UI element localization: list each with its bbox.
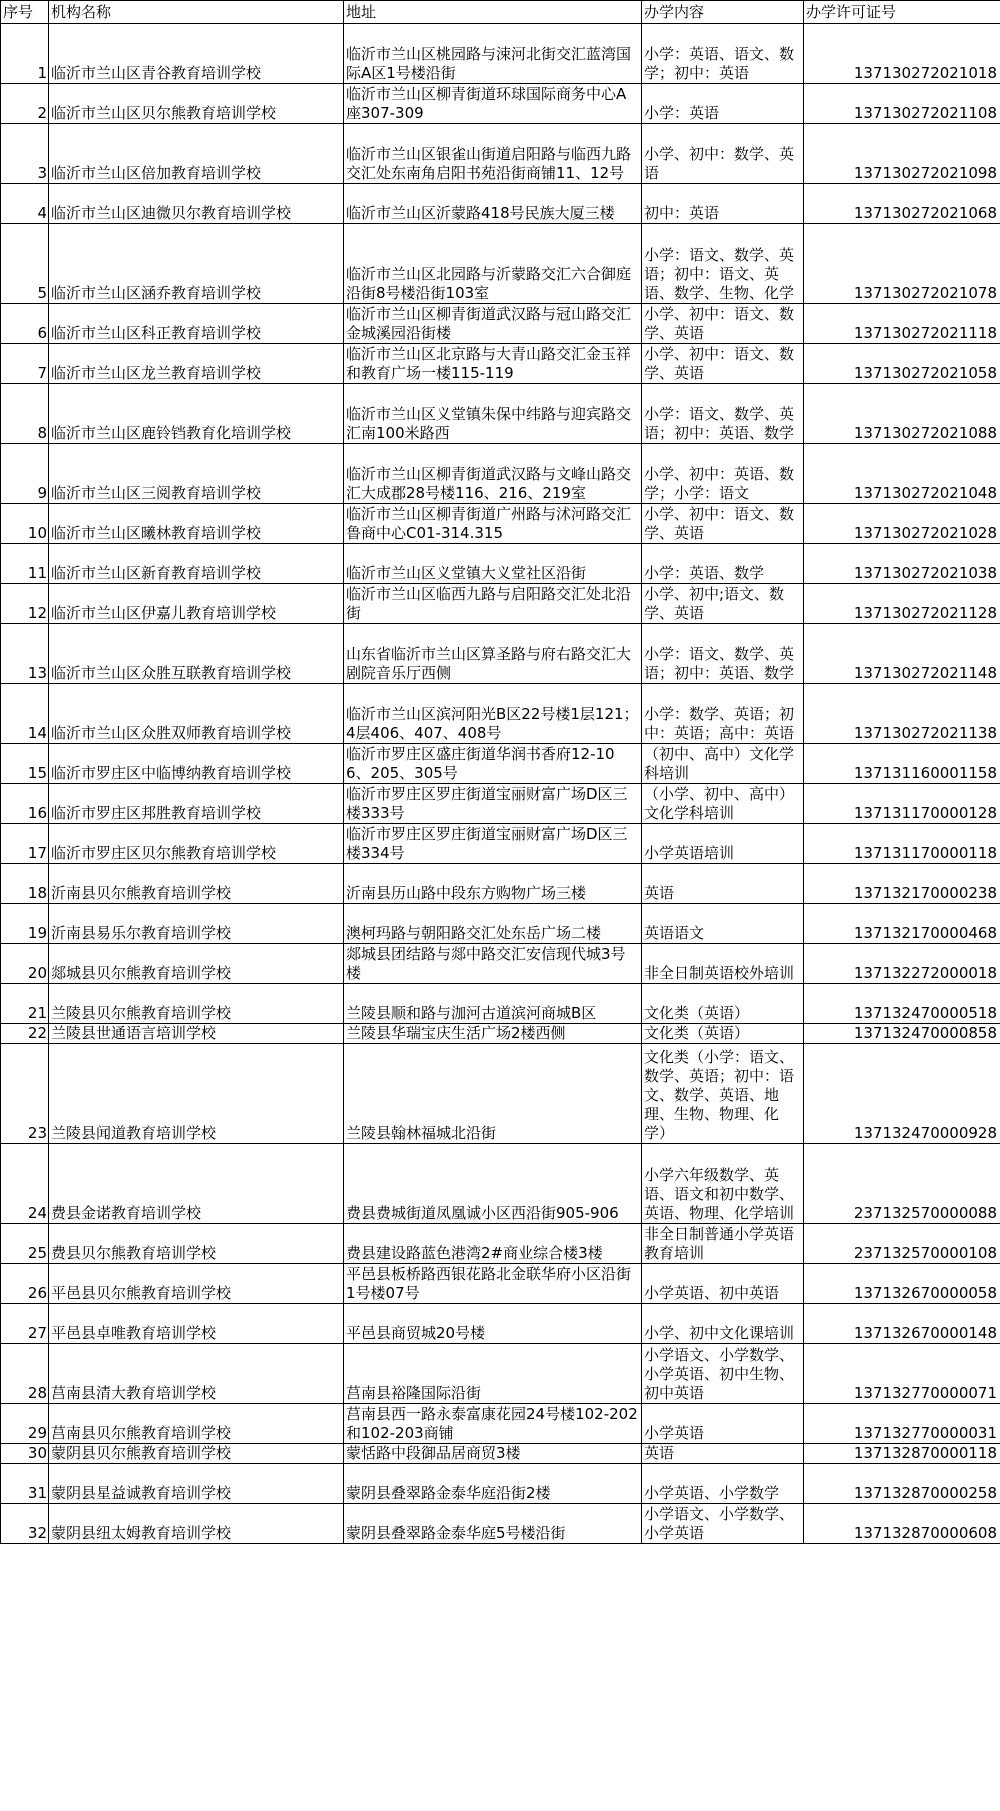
cell-no: 18 (1, 864, 49, 904)
cell-address: 临沂市兰山区北京路与大青山路交汇金玉祥和教育广场一楼115-119 (344, 344, 642, 384)
header-no: 序号 (1, 1, 49, 24)
table-row (1, 344, 1000, 384)
cell-license: 137132670000148 (804, 1304, 1000, 1344)
cell-no: 25 (1, 1224, 49, 1264)
cell-address: 沂南县历山路中段东方购物广场三楼 (344, 864, 642, 904)
cell-address: 临沂市兰山区临西九路与启阳路交汇处北沿街 (344, 584, 642, 624)
cell-no: 21 (1, 984, 49, 1024)
cell-license: 137130272021058 (804, 344, 1000, 384)
cell-no: 31 (1, 1464, 49, 1504)
cell-content: 英语 (642, 864, 804, 904)
table-row (1, 24, 1000, 84)
cell-no: 11 (1, 544, 49, 584)
cell-name: 临沂市兰山区鹿铃铛教育化培训学校 (49, 384, 344, 444)
cell-name: 临沂市兰山区涵乔教育培训学校 (49, 224, 344, 304)
cell-name: 临沂市兰山区新育教育培训学校 (49, 544, 344, 584)
cell-name: 临沂市罗庄区贝尔熊教育培训学校 (49, 824, 344, 864)
cell-license: 137130272021108 (804, 84, 1000, 124)
cell-address: 费县费城街道凤凰诚小区西沿街905-906 (344, 1144, 642, 1224)
cell-content: 小学：语文、数学、英语；初中：英语、数学 (642, 624, 804, 684)
cell-license: 137132770000071 (804, 1344, 1000, 1404)
cell-license: 137130272021088 (804, 384, 1000, 444)
cell-content: 小学：语文、数学、英语；初中：语文、英语、数学、生物、化学 (642, 224, 804, 304)
cell-content: 小学：英语 (642, 84, 804, 124)
cell-address: 平邑县板桥路西银花路北金联华府小区沿街1号楼07号 (344, 1264, 642, 1304)
header-row (1, 1, 1000, 24)
cell-content: 小学、初中：英语、数学；小学：语文 (642, 444, 804, 504)
cell-license: 137130272021128 (804, 584, 1000, 624)
cell-license: 137132870000118 (804, 1444, 1000, 1464)
cell-license: 137130272021018 (804, 24, 1000, 84)
cell-no: 12 (1, 584, 49, 624)
table-row (1, 904, 1000, 944)
cell-name: 沂南县易乐尔教育培训学校 (49, 904, 344, 944)
cell-name: 临沂市罗庄区中临博纳教育培训学校 (49, 744, 344, 784)
cell-no: 6 (1, 304, 49, 344)
table-row (1, 1504, 1000, 1544)
cell-content: 小学、初中：数学、英语 (642, 124, 804, 184)
cell-address: 临沂市兰山区桃园路与涑河北街交汇蓝湾国际A区1号楼沿街 (344, 24, 642, 84)
cell-content: 小学英语、小学数学 (642, 1464, 804, 1504)
cell-content: 小学英语 (642, 1404, 804, 1444)
header-address: 地址 (344, 1, 642, 24)
cell-address: 蒙阴县叠翠路金泰华庭沿街2楼 (344, 1464, 642, 1504)
cell-license: 237132570000108 (804, 1224, 1000, 1264)
cell-name: 临沂市兰山区伊嘉儿教育培训学校 (49, 584, 344, 624)
cell-address: 临沂市兰山区柳青街道武汉路与文峰山路交汇大成郡28号楼116、216、219室 (344, 444, 642, 504)
cell-content: （小学、初中、高中）文化学科培训 (642, 784, 804, 824)
cell-license: 137131160001158 (804, 744, 1000, 784)
table-row (1, 184, 1000, 224)
cell-content: （初中、高中）文化学科培训 (642, 744, 804, 784)
cell-address: 临沂市兰山区柳青街道环球国际商务中心A座307-309 (344, 84, 642, 124)
cell-no: 24 (1, 1144, 49, 1224)
cell-content: 小学、初中：语文、数学、英语 (642, 344, 804, 384)
cell-no: 14 (1, 684, 49, 744)
table-row (1, 1264, 1000, 1304)
table-row (1, 824, 1000, 864)
cell-name: 郯城县贝尔熊教育培训学校 (49, 944, 344, 984)
cell-no: 20 (1, 944, 49, 984)
table-body (1, 24, 1000, 1544)
table-row (1, 864, 1000, 904)
cell-content: 英语 (642, 1444, 804, 1464)
cell-license: 137132170000468 (804, 904, 1000, 944)
cell-address: 临沂市罗庄区罗庄街道宝丽财富广场D区三楼334号 (344, 824, 642, 864)
cell-name: 临沂市兰山区倍加教育培训学校 (49, 124, 344, 184)
cell-content: 小学：英语、语文、数学；初中：英语 (642, 24, 804, 84)
cell-content: 文化类（小学：语文、数学、英语；初中：语文、数学、英语、地理、生物、物理、化学） (642, 1044, 804, 1144)
cell-content: 小学六年级数学、英语、语文和初中数学、英语、物理、化学培训 (642, 1144, 804, 1224)
table-row (1, 124, 1000, 184)
cell-content: 小学、初中：语文、数学、英语 (642, 304, 804, 344)
table-row (1, 1464, 1000, 1504)
table-row (1, 784, 1000, 824)
cell-no: 13 (1, 624, 49, 684)
cell-license: 137132470000858 (804, 1024, 1000, 1044)
cell-license: 137132470000518 (804, 984, 1000, 1024)
cell-no: 26 (1, 1264, 49, 1304)
cell-content: 小学英语、初中英语 (642, 1264, 804, 1304)
cell-license: 137132870000258 (804, 1464, 1000, 1504)
cell-content: 文化类（英语） (642, 984, 804, 1024)
cell-license: 137132670000058 (804, 1264, 1000, 1304)
cell-name: 费县金诺教育培训学校 (49, 1144, 344, 1224)
cell-name: 临沂市兰山区曦林教育培训学校 (49, 504, 344, 544)
cell-name: 临沂市兰山区众胜双师教育培训学校 (49, 684, 344, 744)
cell-name: 临沂市罗庄区邦胜教育培训学校 (49, 784, 344, 824)
cell-no: 29 (1, 1404, 49, 1444)
cell-content: 小学：英语、数学 (642, 544, 804, 584)
cell-name: 临沂市兰山区科正教育培训学校 (49, 304, 344, 344)
cell-address: 兰陵县顺和路与泇河古道滨河商城B区 (344, 984, 642, 1024)
cell-content: 小学英语培训 (642, 824, 804, 864)
cell-license: 137130272021068 (804, 184, 1000, 224)
cell-name: 兰陵县贝尔熊教育培训学校 (49, 984, 344, 1024)
table-row (1, 684, 1000, 744)
cell-address: 郯城县团结路与郯中路交汇安信现代城3号楼 (344, 944, 642, 984)
cell-name: 临沂市兰山区龙兰教育培训学校 (49, 344, 344, 384)
table-row (1, 584, 1000, 624)
cell-name: 蒙阴县贝尔熊教育培训学校 (49, 1444, 344, 1464)
cell-no: 19 (1, 904, 49, 944)
cell-no: 1 (1, 24, 49, 84)
cell-content: 小学、初中：语文、数学、英语 (642, 504, 804, 544)
cell-no: 28 (1, 1344, 49, 1404)
cell-content: 小学：语文、数学、英语；初中：英语、数学 (642, 384, 804, 444)
cell-name: 蒙阴县纽太姆教育培训学校 (49, 1504, 344, 1544)
cell-name: 临沂市兰山区众胜互联教育培训学校 (49, 624, 344, 684)
cell-no: 7 (1, 344, 49, 384)
cell-name: 莒南县贝尔熊教育培训学校 (49, 1404, 344, 1444)
cell-address: 临沂市罗庄区盛庄街道华润书香府12-106、205、305号 (344, 744, 642, 784)
cell-address: 临沂市兰山区滨河阳光B区22号楼1层121；4层406、407、408号 (344, 684, 642, 744)
cell-license: 137132870000608 (804, 1504, 1000, 1544)
cell-name: 莒南县清大教育培训学校 (49, 1344, 344, 1404)
cell-address: 临沂市罗庄区罗庄街道宝丽财富广场D区三楼333号 (344, 784, 642, 824)
cell-address: 澳柯玛路与朝阳路交汇处东岳广场二楼 (344, 904, 642, 944)
table-row (1, 1144, 1000, 1224)
header-name: 机构名称 (49, 1, 344, 24)
header-content: 办学内容 (642, 1, 804, 24)
table-row (1, 1344, 1000, 1404)
table-row (1, 544, 1000, 584)
header-license: 办学许可证号 (804, 1, 1000, 24)
cell-no: 16 (1, 784, 49, 824)
cell-license: 137132272000018 (804, 944, 1000, 984)
cell-content: 小学语文、小学数学、小学英语、初中生物、初中英语 (642, 1344, 804, 1404)
cell-license: 137130272021118 (804, 304, 1000, 344)
cell-name: 平邑县卓唯教育培训学校 (49, 1304, 344, 1344)
cell-no: 23 (1, 1044, 49, 1144)
table-row (1, 304, 1000, 344)
cell-no: 30 (1, 1444, 49, 1464)
cell-address: 费县建设路蓝色港湾2#商业综合楼3楼 (344, 1224, 642, 1264)
cell-address: 兰陵县华瑞宝庆生活广场2楼西侧 (344, 1024, 642, 1044)
table-row (1, 1304, 1000, 1344)
cell-address: 临沂市兰山区柳青街道武汉路与冠山路交汇金城溪园沿街楼 (344, 304, 642, 344)
cell-content: 英语语文 (642, 904, 804, 944)
table-row (1, 504, 1000, 544)
cell-address: 莒南县西一路永泰富康花园24号楼102-202和102-203商铺 (344, 1404, 642, 1444)
cell-license: 137132770000031 (804, 1404, 1000, 1444)
cell-license: 137130272021028 (804, 504, 1000, 544)
cell-content: 非全日制英语校外培训 (642, 944, 804, 984)
cell-content: 小学、初中;语文、数学、英语 (642, 584, 804, 624)
cell-name: 费县贝尔熊教育培训学校 (49, 1224, 344, 1264)
table-row (1, 84, 1000, 124)
table-row (1, 1224, 1000, 1264)
cell-name: 沂南县贝尔熊教育培训学校 (49, 864, 344, 904)
cell-address: 临沂市兰山区沂蒙路418号民族大厦三楼 (344, 184, 642, 224)
cell-name: 临沂市兰山区贝尔熊教育培训学校 (49, 84, 344, 124)
table-row (1, 444, 1000, 504)
cell-no: 4 (1, 184, 49, 224)
cell-license: 137130272021098 (804, 124, 1000, 184)
cell-license: 137131170000118 (804, 824, 1000, 864)
cell-address: 临沂市兰山区义堂镇朱保中纬路与迎宾路交汇南100米路西 (344, 384, 642, 444)
table-row (1, 944, 1000, 984)
cell-name: 兰陵县世通语言培训学校 (49, 1024, 344, 1044)
cell-address: 蒙恬路中段御品居商贸3楼 (344, 1444, 642, 1464)
cell-content: 文化类（英语） (642, 1024, 804, 1044)
cell-no: 32 (1, 1504, 49, 1544)
cell-address: 平邑县商贸城20号楼 (344, 1304, 642, 1344)
cell-content: 小学、初中文化课培训 (642, 1304, 804, 1344)
cell-address: 莒南县裕隆国际沿街 (344, 1344, 642, 1404)
cell-address: 蒙阴县叠翠路金泰华庭5号楼沿街 (344, 1504, 642, 1544)
cell-address: 临沂市兰山区北园路与沂蒙路交汇六合御庭沿街8号楼沿街103室 (344, 224, 642, 304)
cell-address: 兰陵县翰林福城北沿街 (344, 1044, 642, 1144)
cell-license: 137132170000238 (804, 864, 1000, 904)
cell-no: 10 (1, 504, 49, 544)
table-row (1, 744, 1000, 784)
cell-no: 22 (1, 1024, 49, 1044)
cell-name: 临沂市兰山区青谷教育培训学校 (49, 24, 344, 84)
cell-address: 临沂市兰山区银雀山街道启阳路与临西九路交汇处东南角启阳书苑沿街商铺11、12号 (344, 124, 642, 184)
cell-name: 平邑县贝尔熊教育培训学校 (49, 1264, 344, 1304)
table-row (1, 1444, 1000, 1464)
cell-name: 临沂市兰山区三阅教育培训学校 (49, 444, 344, 504)
cell-license: 137130272021148 (804, 624, 1000, 684)
cell-license: 137131170000128 (804, 784, 1000, 824)
cell-no: 5 (1, 224, 49, 304)
table-row (1, 984, 1000, 1024)
table-row (1, 1404, 1000, 1444)
cell-no: 2 (1, 84, 49, 124)
cell-no: 27 (1, 1304, 49, 1344)
cell-name: 临沂市兰山区迪微贝尔教育培训学校 (49, 184, 344, 224)
cell-address: 临沂市兰山区柳青街道广州路与沭河路交汇鲁商中心C01-314.315 (344, 504, 642, 544)
table-row (1, 224, 1000, 304)
cell-license: 137130272021048 (804, 444, 1000, 504)
cell-address: 山东省临沂市兰山区算圣路与府右路交汇大剧院音乐厅西侧 (344, 624, 642, 684)
cell-no: 17 (1, 824, 49, 864)
table-row (1, 1024, 1000, 1044)
cell-license: 137132470000928 (804, 1044, 1000, 1144)
cell-content: 非全日制普通小学英语教育培训 (642, 1224, 804, 1264)
cell-no: 3 (1, 124, 49, 184)
table-row (1, 624, 1000, 684)
cell-content: 初中：英语 (642, 184, 804, 224)
cell-name: 蒙阴县星益诚教育培训学校 (49, 1464, 344, 1504)
table-row (1, 384, 1000, 444)
cell-license: 137130272021038 (804, 544, 1000, 584)
cell-license: 137130272021078 (804, 224, 1000, 304)
cell-license: 237132570000088 (804, 1144, 1000, 1224)
cell-license: 137130272021138 (804, 684, 1000, 744)
cell-no: 9 (1, 444, 49, 504)
cell-content: 小学语文、小学数学、小学英语 (642, 1504, 804, 1544)
cell-name: 兰陵县闻道教育培训学校 (49, 1044, 344, 1144)
cell-content: 小学：数学、英语；初中：英语；高中：英语 (642, 684, 804, 744)
cell-no: 8 (1, 384, 49, 444)
cell-address: 临沂市兰山区义堂镇大义堂社区沿街 (344, 544, 642, 584)
cell-no: 15 (1, 744, 49, 784)
table-row (1, 1044, 1000, 1144)
